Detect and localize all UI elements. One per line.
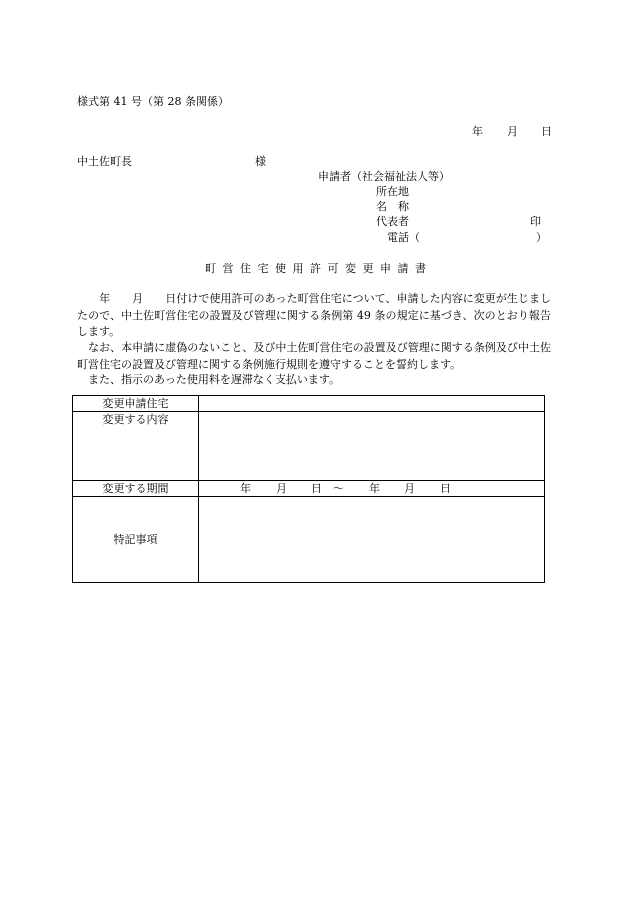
notes-label: 特記事項 [73,497,199,583]
addressee-title: 中土佐町長 [77,155,132,168]
applicant-phone-close: ） [536,231,547,244]
body-paragraph-3: また、指示のあった使用料を遅滞なく支払います。 [77,373,341,386]
content-field[interactable] [199,412,545,481]
addressee-honorific: 様 [255,155,266,168]
housing-label: 変更申請住宅 [73,396,199,412]
applicant-representative-label: 代表者 [376,215,409,228]
seal-mark: 印 [530,215,541,228]
period-month-2: 月 [404,482,415,495]
body-paragraph-1: 年 月 日付けで使用許可のあった町営住宅について、申請した内容に変更が生じましたので、中土佐町営住宅の設置及び管理に関する条例第 49 条の規定に基づき、次のとおり報告します。 [77,292,551,338]
period-year-2: 年 [369,482,380,495]
period-day-1: 日 [311,482,322,495]
period-label: 変更する期間 [73,481,199,497]
table-row-notes [73,497,545,583]
notes-field[interactable] [199,497,545,583]
applicant-phone-label: 電話（ [387,231,420,244]
period-month-1: 月 [276,482,287,495]
content-label: 変更する内容 [73,412,199,481]
date-year-label: 年 [472,125,483,138]
form-number: 様式第 41 号（第 28 条関係） [77,95,229,108]
table-row-content [73,412,545,481]
applicant-heading: 申請者（社会福祉法人等） [318,170,450,183]
housing-field[interactable] [199,396,545,412]
table-row-period [73,481,545,497]
period-field[interactable] [199,481,545,497]
applicant-address-label: 所在地 [376,185,409,198]
change-form-table [72,395,545,583]
document-title: 町営住宅使用許可変更申請書 [205,262,433,275]
applicant-name-label: 名 称 [376,200,409,213]
date-day-label: 日 [541,125,552,138]
body-paragraph-2: なお、本申請に虚偽のないこと、及び中土佐町営住宅の設置及び管理に関する条例及び中土佐町営住宅の設置及び管理に関する条例施行規則を遵守することを誓約します。 [77,341,551,371]
period-tilde: ～ [333,482,344,495]
period-day-2: 日 [440,482,451,495]
table-row-housing [73,396,545,412]
period-year-1: 年 [240,482,251,495]
date-month-label: 月 [507,125,518,138]
